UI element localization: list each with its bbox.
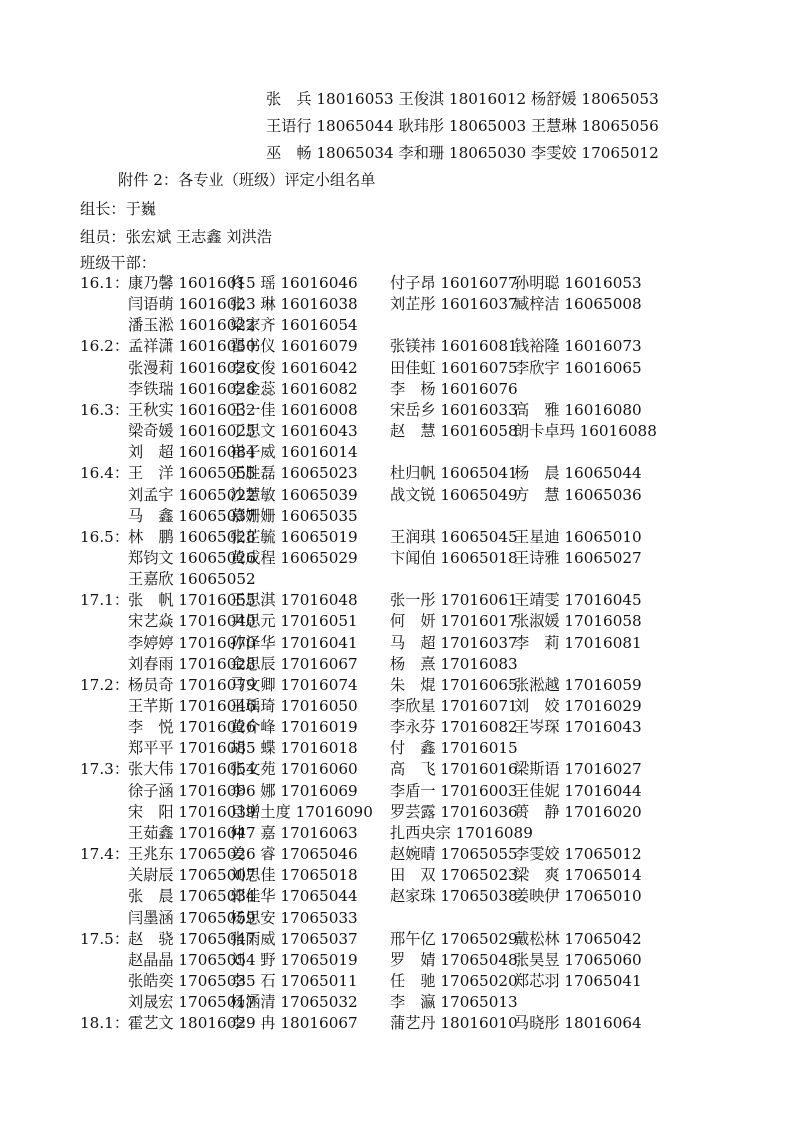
student-entry: 李 娜 17016069 (230, 781, 358, 800)
class-label: 16.2： (80, 337, 130, 356)
student-entry: 王瑀琦 17016050 (230, 697, 358, 715)
student-entry: 宋艺焱 17016040 (128, 612, 256, 631)
student-entry: 杜归帆 16065041 (390, 464, 518, 483)
student-entry: 刘思佳 17065018 (230, 866, 358, 885)
student-entry: 郭佳华 17065044 (230, 887, 358, 906)
student-entry: 梁家齐 16016054 (230, 316, 358, 335)
student-entry: 仲 嘉 17016063 (230, 823, 358, 842)
student-entry: 张 帆 17016055 (128, 591, 256, 610)
student-entry: 战文锐 16065049 (390, 485, 518, 504)
student-entry: 崔子威 16016014 (230, 443, 358, 462)
student-entry: 王诗雅 16065027 (514, 548, 642, 567)
attachment-title: 附件 2：各专业（班级）评定小组名单 (118, 171, 376, 189)
student-entry: 李铁瑞 16016028 (128, 379, 256, 398)
class-label: 16.1： (80, 274, 130, 292)
student-entry: 朗卡卓玛 16016088 (514, 422, 657, 441)
student-entry: 赵家珠 17065038 (390, 887, 518, 906)
student-entry: 卞闻伯 16065018 (390, 548, 518, 567)
student-entry: 关尉辰 17065007 (128, 866, 256, 885)
student-entry: 王芊斯 17016046 (128, 697, 256, 715)
student-entry: 李 杨 16016076 (390, 379, 518, 398)
student-entry: 刘孟宇 16065022 (128, 485, 256, 504)
student-entry: 孟祥潇 16016050 (128, 337, 256, 356)
student-entry: 高 雅 16016080 (514, 400, 642, 419)
student-entry: 杨 晨 16065044 (514, 464, 642, 483)
leader-line: 组长：于巍 (80, 200, 156, 218)
class-label: 18.1： (80, 1014, 130, 1033)
student-entry: 王胜磊 16065023 (230, 464, 358, 483)
class-label: 17.5： (80, 929, 130, 948)
student-entry: 王 洋 16065055 (128, 464, 256, 483)
class-label: 16.5： (80, 527, 130, 546)
student-entry: 王兆东 17065026 (128, 845, 256, 864)
student-entry: 李欣星 17016071 (390, 697, 518, 715)
student-entry: 李盾一 17016003 (390, 781, 518, 800)
student-entry: 王嘉欣 16065052 (128, 570, 256, 589)
student-entry: 罗 婧 17065048 (390, 950, 518, 969)
student-entry: 赵 骁 17065047 (128, 929, 256, 948)
student-entry: 张镁祎 16016081 (390, 337, 518, 356)
student-entry: 李 悦 17016026 (128, 718, 256, 737)
student-entry: 蒉 静 17016020 (514, 802, 642, 821)
student-entry: 孙明聪 16016053 (514, 274, 642, 292)
student-entry: 姜映伊 17065010 (514, 887, 642, 906)
student-entry: 王润琪 16065045 (390, 527, 518, 546)
members-line: 组员：张宏斌 王志鑫 刘洪浩 (80, 228, 272, 246)
student-entry: 郑平平 17016085 (128, 739, 256, 758)
student-entry: 张淞越 17016059 (514, 675, 642, 694)
class-label: 17.4： (80, 845, 130, 864)
student-entry: 张芷毓 16065019 (230, 527, 358, 546)
student-entry: 扎西央宗 17016089 (390, 823, 533, 842)
student-entry: 田佳虹 16016075 (390, 358, 518, 377)
student-entry: 李 冉 18016067 (230, 1014, 358, 1033)
student-entry: 赵晶晶 17065054 (128, 950, 256, 969)
student-entry: 闫墨涵 17065059 (128, 908, 256, 927)
top-line-1: 张 兵 18016053 王俊淇 18016012 杨舒媛 18065053 (266, 90, 659, 108)
student-entry: 尹思元 17016051 (230, 612, 358, 631)
student-entry: 李雯姣 17065012 (514, 845, 642, 864)
student-entry: 王思淇 17016048 (230, 591, 358, 610)
class-label: 16.3： (80, 400, 130, 419)
student-entry: 张 琳 16016038 (230, 295, 358, 314)
student-entry: 郑芯羽 17065041 (514, 971, 642, 990)
student-entry: 梁斯语 17016027 (514, 760, 642, 779)
student-entry: 孙泽华 17016041 (230, 633, 358, 652)
student-entry: 王靖雯 17016045 (514, 591, 642, 610)
student-entry: 付 鑫 17016015 (390, 739, 518, 758)
student-entry: 闫语萌 16016023 (128, 295, 256, 314)
student-entry: 梁 爽 17065014 (514, 866, 642, 885)
student-entry: 金思辰 17016067 (230, 654, 358, 673)
student-entry: 罗芸露 17016036 (390, 802, 518, 821)
student-entry: 马晓彤 18016064 (514, 1014, 642, 1033)
student-entry: 田 双 17065023 (390, 866, 518, 885)
student-entry: 林 鹏 16065028 (128, 527, 256, 546)
student-entry: 李 莉 17016081 (514, 633, 642, 652)
student-entry: 杨涵清 17065032 (230, 993, 358, 1012)
student-entry: 杨 熹 17016083 (390, 654, 518, 673)
student-entry: 宋岳乡 16016033 (390, 400, 518, 419)
student-entry: 刘 姣 17016029 (514, 697, 642, 715)
cadres-title: 班级干部： (80, 254, 156, 272)
student-entry: 李永芬 17016082 (390, 718, 518, 737)
student-entry: 沙慧敏 16065039 (230, 485, 358, 504)
student-entry: 戴松林 17065042 (514, 929, 642, 948)
student-entry: 郑钧文 16065026 (128, 548, 256, 567)
student-entry: 臧梓洁 16065008 (514, 295, 642, 314)
student-entry: 梁奇媛 16016025 (128, 422, 256, 441)
student-entry: 翟书仪 16016079 (230, 337, 358, 356)
class-label: 17.1： (80, 591, 130, 610)
student-entry: 黄成程 16065029 (230, 548, 358, 567)
student-entry: 张文苑 17016060 (230, 760, 358, 779)
student-entry: 霍艺文 18016029 (128, 1014, 256, 1033)
student-entry: 张皓奕 17065035 (128, 971, 256, 990)
class-label: 16.4： (80, 464, 130, 483)
student-entry: 李欣宇 16016065 (514, 358, 642, 377)
student-entry: 高 飞 17016016 (390, 760, 518, 779)
student-entry: 王秋实 16016032 (128, 400, 256, 419)
student-entry: 付子昂 16016077 (390, 274, 518, 292)
student-entry: 李金蕊 16016082 (230, 379, 358, 398)
student-entry: 刘芷彤 16016037 (390, 295, 518, 314)
student-entry: 姜 睿 17065046 (230, 845, 358, 864)
student-entry: 张雨威 17065037 (230, 929, 358, 948)
student-entry: 黄介峰 17016019 (230, 718, 358, 737)
student-entry: 张大伟 17016054 (128, 760, 256, 779)
student-entry: 丁思文 16016043 (230, 422, 358, 441)
student-entry: 何 妍 17016017 (390, 612, 518, 631)
student-entry: 王星迪 16065010 (514, 527, 642, 546)
student-entry: 邢午亿 17065029 (390, 929, 518, 948)
student-entry: 王岑琛 17016043 (514, 718, 642, 737)
student-entry: 马 鑫 16065037 (128, 506, 256, 525)
student-entry: 杨思安 17065033 (230, 908, 358, 927)
student-entry: 佟 瑶 16016046 (230, 274, 358, 292)
student-entry: 杨员奇 17016079 (128, 675, 256, 694)
student-entry: 钱裕隆 16016073 (514, 337, 642, 356)
student-entry: 李 瀛 17065013 (390, 993, 518, 1012)
student-entry: 刘 超 16016084 (128, 443, 256, 462)
student-entry: 潘玉淞 16016022 (128, 316, 256, 335)
student-entry: 王一佳 16016008 (230, 400, 358, 419)
student-entry: 康乃馨 16016015 (128, 274, 256, 292)
student-entry: 张昊昱 17065060 (514, 950, 642, 969)
student-entry: 张一彤 17016061 (390, 591, 518, 610)
student-entry: 胡 蝶 17016018 (230, 739, 358, 758)
student-entry: 刘 野 17065019 (230, 950, 358, 969)
student-entry: 任 驰 17065020 (390, 971, 518, 990)
student-entry: 张漫莉 16016026 (128, 358, 256, 377)
top-line-3: 巫 畅 18065034 李和珊 18065030 李雯姣 17065012 (266, 144, 659, 162)
student-entry: 马 超 17016037 (390, 633, 518, 652)
student-entry: 蒲艺丹 18016010 (390, 1014, 518, 1033)
student-entry: 慕姗姗 16065035 (230, 506, 358, 525)
student-entry: 李文俊 16016042 (230, 358, 358, 377)
student-entry: 李 石 17065011 (230, 971, 358, 990)
student-entry: 王茹鑫 17016047 (128, 823, 256, 842)
student-entry: 马文卿 17016074 (230, 675, 358, 694)
student-entry: 王佳妮 17016044 (514, 781, 642, 800)
student-entry: 徐子涵 17016006 (128, 781, 256, 800)
student-entry: 旦增土度 17016090 (230, 802, 373, 821)
class-label: 17.2： (80, 675, 130, 694)
student-entry: 李婷婷 17016070 (128, 633, 256, 652)
student-entry: 刘春雨 17016028 (128, 654, 256, 673)
class-label: 17.3： (80, 760, 130, 779)
student-entry: 张淑媛 17016058 (514, 612, 642, 631)
student-entry: 宋 阳 17016039 (128, 802, 256, 821)
student-entry: 方 慧 16065036 (514, 485, 642, 504)
student-entry: 赵 慧 16016058 (390, 422, 518, 441)
student-entry: 朱 焜 17016065 (390, 675, 518, 694)
top-line-2: 王语行 18065044 耿玮彤 18065003 王慧琳 18065056 (266, 117, 659, 135)
student-entry: 张 晨 17065034 (128, 887, 256, 906)
student-entry: 刘晟宏 17065017 (128, 993, 256, 1012)
student-entry: 赵婉晴 17065055 (390, 845, 518, 864)
